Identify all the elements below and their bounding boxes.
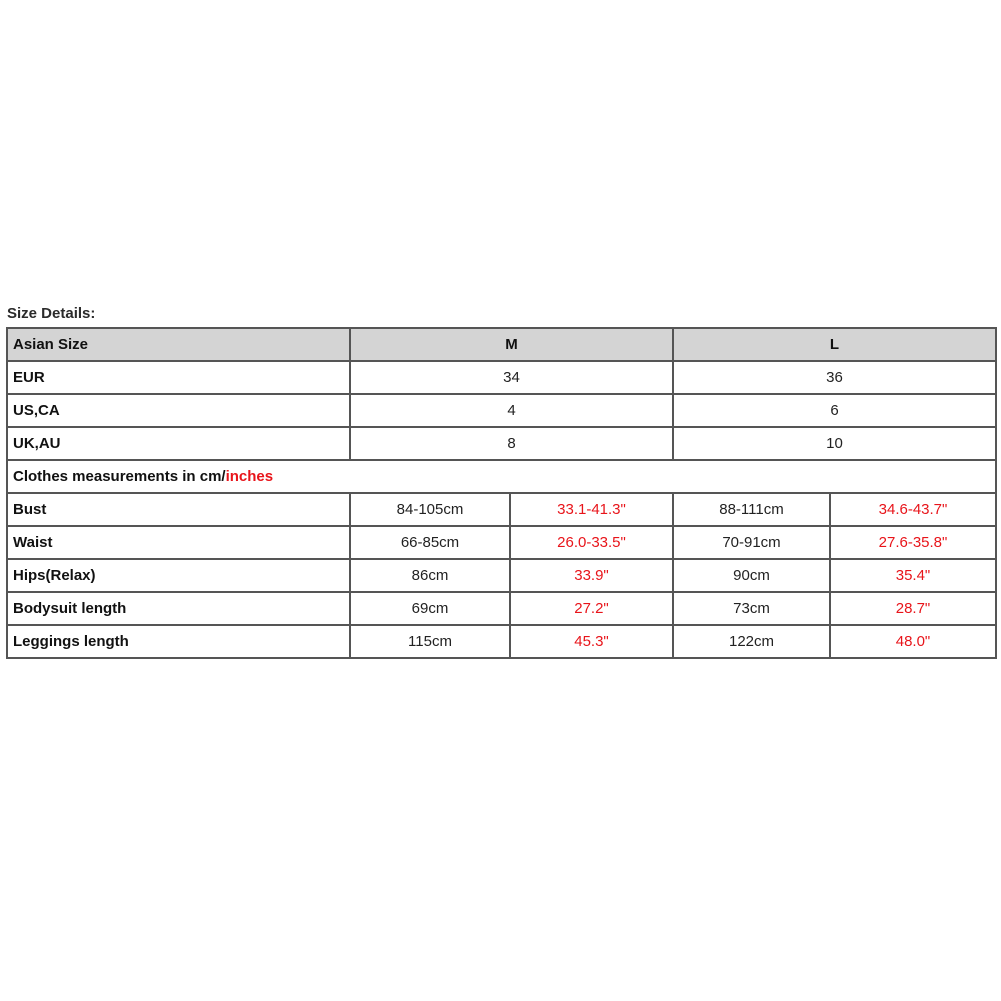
bust-m-inches: 33.1-41.3" — [510, 493, 673, 526]
waist-l-cm: 70-91cm — [673, 526, 830, 559]
size-chart-table — [6, 327, 997, 659]
row-label-uk-au: UK,AU — [7, 427, 350, 460]
table-row — [7, 493, 996, 526]
hips-l-cm: 90cm — [673, 559, 830, 592]
bust-l-inches: 34.6-43.7" — [830, 493, 996, 526]
us-ca-l-value: 6 — [673, 394, 996, 427]
bust-l-cm: 88-111cm — [673, 493, 830, 526]
hips-m-inches: 33.9" — [510, 559, 673, 592]
leggings-m-cm: 115cm — [350, 625, 510, 658]
row-label-hips: Hips(Relax) — [7, 559, 350, 592]
waist-m-cm: 66-85cm — [350, 526, 510, 559]
header-row — [7, 328, 996, 361]
measurements-heading-row — [7, 460, 996, 493]
bodysuit-m-cm: 69cm — [350, 592, 510, 625]
table-row — [7, 526, 996, 559]
table-row — [7, 394, 996, 427]
waist-m-inches: 26.0-33.5" — [510, 526, 673, 559]
hips-m-cm: 86cm — [350, 559, 510, 592]
table-row — [7, 559, 996, 592]
uk-au-m-value: 8 — [350, 427, 673, 460]
measurements-heading — [7, 460, 996, 493]
leggings-l-inches: 48.0" — [830, 625, 996, 658]
bodysuit-l-inches: 28.7" — [830, 592, 996, 625]
table-row — [7, 592, 996, 625]
measurements-heading-inches: inches — [225, 468, 274, 485]
bodysuit-m-inches: 27.2" — [510, 592, 673, 625]
us-ca-m-value: 4 — [350, 394, 673, 427]
asian-size-label: Asian Size — [7, 328, 350, 361]
leggings-l-cm: 122cm — [673, 625, 830, 658]
row-label-us-ca: US,CA — [7, 394, 350, 427]
row-label-bodysuit-length: Bodysuit length — [7, 592, 350, 625]
measurements-heading-prefix: Clothes measurements in cm/ — [13, 468, 226, 485]
bodysuit-l-cm: 73cm — [673, 592, 830, 625]
size-m-header: M — [350, 328, 673, 361]
size-details-title: Size Details: — [7, 305, 96, 322]
eur-l-value: 36 — [673, 361, 996, 394]
table-row — [7, 427, 996, 460]
waist-l-inches: 27.6-35.8" — [830, 526, 996, 559]
size-l-header: L — [673, 328, 996, 361]
table-row — [7, 625, 996, 658]
bust-m-cm: 84-105cm — [350, 493, 510, 526]
uk-au-l-value: 10 — [673, 427, 996, 460]
row-label-eur: EUR — [7, 361, 350, 394]
row-label-leggings-length: Leggings length — [7, 625, 350, 658]
leggings-m-inches: 45.3" — [510, 625, 673, 658]
hips-l-inches: 35.4" — [830, 559, 996, 592]
row-label-bust: Bust — [7, 493, 350, 526]
table-row — [7, 361, 996, 394]
eur-m-value: 34 — [350, 361, 673, 394]
row-label-waist: Waist — [7, 526, 350, 559]
